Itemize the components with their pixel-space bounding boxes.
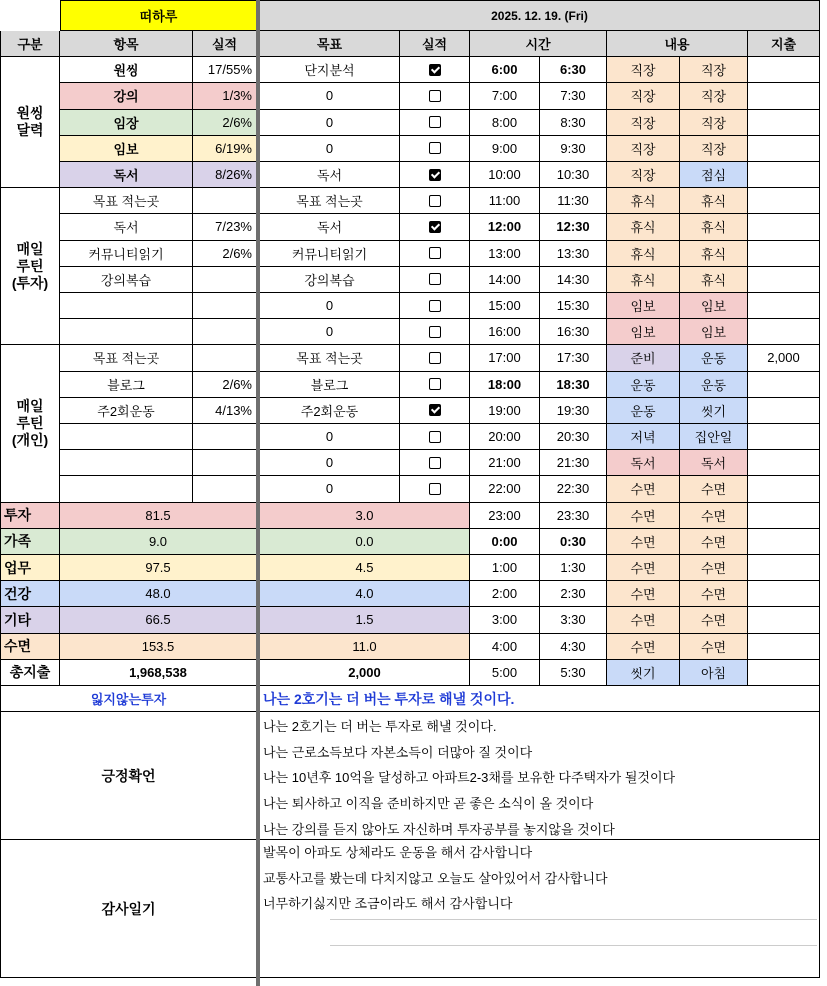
expense-cell[interactable]	[748, 398, 820, 424]
time-start-cell[interactable]: 15:00	[470, 293, 540, 319]
item-cell[interactable]	[60, 424, 193, 450]
time-start-cell[interactable]: 9:00	[470, 136, 540, 162]
summary-today-value[interactable]: 0.0	[260, 529, 470, 555]
content-cell-2[interactable]: 수면	[680, 581, 748, 607]
summary-label[interactable]: 업무	[0, 555, 60, 581]
check-cell[interactable]	[400, 136, 470, 162]
time-start-cell[interactable]: 18:00	[470, 372, 540, 398]
time-end-cell[interactable]: 21:30	[540, 450, 607, 476]
time-start-cell[interactable]: 16:00	[470, 319, 540, 345]
time-end-cell[interactable]: 1:30	[540, 555, 607, 581]
column-header-expense[interactable]: 지출	[748, 31, 820, 57]
expense-cell[interactable]: 2,000	[748, 345, 820, 371]
check-cell[interactable]	[400, 188, 470, 214]
check-cell[interactable]	[400, 345, 470, 371]
expense-cell[interactable]	[748, 293, 820, 319]
time-start-cell[interactable]: 20:00	[470, 424, 540, 450]
column-header-content[interactable]: 내용	[607, 31, 748, 57]
time-end-cell[interactable]: 10:30	[540, 162, 607, 188]
item-result-cell[interactable]	[193, 450, 257, 476]
expense-cell[interactable]	[748, 267, 820, 293]
content-cell-1[interactable]: 휴식	[607, 188, 680, 214]
goal-cell[interactable]: 독서	[260, 214, 400, 240]
content-cell-1[interactable]: 휴식	[607, 214, 680, 240]
time-start-cell[interactable]: 5:00	[470, 660, 540, 686]
content-cell-2[interactable]: 수면	[680, 607, 748, 633]
time-end-cell[interactable]: 0:30	[540, 529, 607, 555]
goal-cell[interactable]: 강의복습	[260, 267, 400, 293]
time-start-cell[interactable]: 19:00	[470, 398, 540, 424]
checkbox-unchecked[interactable]	[429, 195, 441, 207]
checkbox-unchecked[interactable]	[429, 326, 441, 338]
expense-cell[interactable]	[748, 83, 820, 109]
affirmation-line[interactable]: 나는 2호기는 더 버는 투자로 해낼 것이다.	[263, 719, 497, 735]
time-end-cell[interactable]: 5:30	[540, 660, 607, 686]
checkbox-checked[interactable]	[429, 169, 441, 181]
time-end-cell[interactable]: 23:30	[540, 503, 607, 529]
summary-total-value[interactable]: 1,968,538	[60, 660, 257, 686]
content-cell-1[interactable]: 운동	[607, 398, 680, 424]
content-cell-1[interactable]: 운동	[607, 372, 680, 398]
content-cell-2[interactable]: 점심	[680, 162, 748, 188]
time-start-cell[interactable]: 8:00	[470, 110, 540, 136]
time-start-cell[interactable]: 0:00	[470, 529, 540, 555]
check-cell[interactable]	[400, 162, 470, 188]
time-end-cell[interactable]: 15:30	[540, 293, 607, 319]
check-cell[interactable]	[400, 293, 470, 319]
content-cell-1[interactable]: 준비	[607, 345, 680, 371]
goal-cell[interactable]: 커뮤니티읽기	[260, 241, 400, 267]
affirmation-line[interactable]: 나는 10년후 10억을 달성하고 아파트2-3채를 보유한 다주택자가 될것이다	[263, 770, 676, 786]
item-cell[interactable]: 블로그	[60, 372, 193, 398]
content-cell-2[interactable]: 직장	[680, 83, 748, 109]
checkbox-unchecked[interactable]	[429, 90, 441, 102]
expense-cell[interactable]	[748, 110, 820, 136]
gratitude-label[interactable]: 감사일기	[0, 840, 257, 978]
item-cell[interactable]: 임장	[60, 110, 193, 136]
gratitude-line[interactable]: 교통사고를 봤는데 다치지않고 오늘도 살아있어서 감사합니다	[263, 870, 608, 886]
time-start-cell[interactable]: 12:00	[470, 214, 540, 240]
content-cell-1[interactable]: 임보	[607, 319, 680, 345]
summary-label[interactable]: 가족	[0, 529, 60, 555]
item-cell[interactable]: 목표 적는곳	[60, 188, 193, 214]
content-cell-2[interactable]: 직장	[680, 110, 748, 136]
summary-label[interactable]: 건강	[0, 581, 60, 607]
expense-cell[interactable]	[748, 634, 820, 660]
time-start-cell[interactable]: 6:00	[470, 57, 540, 83]
checkbox-unchecked[interactable]	[429, 300, 441, 312]
check-cell[interactable]	[400, 450, 470, 476]
item-cell[interactable]	[60, 293, 193, 319]
goal-cell[interactable]: 독서	[260, 162, 400, 188]
check-cell[interactable]	[400, 424, 470, 450]
time-end-cell[interactable]: 8:30	[540, 110, 607, 136]
check-cell[interactable]	[400, 241, 470, 267]
time-end-cell[interactable]: 9:30	[540, 136, 607, 162]
content-cell-2[interactable]: 휴식	[680, 214, 748, 240]
content-cell-1[interactable]: 휴식	[607, 241, 680, 267]
item-cell[interactable]	[60, 476, 193, 502]
content-cell-2[interactable]: 수면	[680, 555, 748, 581]
summary-today-value[interactable]: 1.5	[260, 607, 470, 633]
gratitude-line[interactable]: 발목이 아파도 상체라도 운동을 해서 감사합니다	[263, 845, 533, 861]
item-cell[interactable]: 강의복습	[60, 267, 193, 293]
summary-label[interactable]: 기타	[0, 607, 60, 633]
goal-cell[interactable]: 0	[260, 110, 400, 136]
content-cell-2[interactable]: 씻기	[680, 398, 748, 424]
column-header-result[interactable]: 실적	[193, 31, 257, 57]
check-cell[interactable]	[400, 57, 470, 83]
expense-cell[interactable]	[748, 162, 820, 188]
expense-cell[interactable]	[748, 607, 820, 633]
column-divider	[256, 0, 260, 986]
goal-cell[interactable]: 목표 적는곳	[260, 345, 400, 371]
goal-cell[interactable]: 0	[260, 424, 400, 450]
item-cell[interactable]: 독서	[60, 214, 193, 240]
time-end-cell[interactable]: 14:30	[540, 267, 607, 293]
summary-total-value[interactable]: 153.5	[60, 634, 257, 660]
time-end-cell[interactable]: 7:30	[540, 83, 607, 109]
time-end-cell[interactable]: 19:30	[540, 398, 607, 424]
check-cell[interactable]	[400, 398, 470, 424]
item-result-cell[interactable]: 2/6%	[193, 372, 257, 398]
item-cell[interactable]: 임보	[60, 136, 193, 162]
item-result-cell[interactable]	[193, 345, 257, 371]
content-cell-2[interactable]: 휴식	[680, 241, 748, 267]
time-start-cell[interactable]: 7:00	[470, 83, 540, 109]
time-start-cell[interactable]: 22:00	[470, 476, 540, 502]
summary-today-value[interactable]: 4.0	[260, 581, 470, 607]
checkbox-unchecked[interactable]	[429, 378, 441, 390]
goal-cell[interactable]: 목표 적는곳	[260, 188, 400, 214]
gratitude-box	[260, 840, 820, 978]
checkbox-unchecked[interactable]	[429, 116, 441, 128]
content-cell-1[interactable]: 독서	[607, 450, 680, 476]
time-end-cell[interactable]: 18:30	[540, 372, 607, 398]
time-start-cell[interactable]: 17:00	[470, 345, 540, 371]
check-cell[interactable]	[400, 372, 470, 398]
time-start-cell[interactable]: 4:00	[470, 634, 540, 660]
time-end-cell[interactable]: 17:30	[540, 345, 607, 371]
content-cell-2[interactable]: 수면	[680, 476, 748, 502]
content-cell-2[interactable]: 휴식	[680, 267, 748, 293]
time-end-cell[interactable]: 22:30	[540, 476, 607, 502]
content-cell-1[interactable]: 수면	[607, 476, 680, 502]
column-header-item[interactable]: 항목	[60, 31, 193, 57]
expense-cell[interactable]	[748, 555, 820, 581]
affirmation-box	[260, 712, 820, 840]
content-cell-2[interactable]: 임보	[680, 293, 748, 319]
column-header-time[interactable]: 시간	[470, 31, 607, 57]
goal-cell[interactable]: 0	[260, 83, 400, 109]
checkbox-unchecked[interactable]	[429, 457, 441, 469]
check-cell[interactable]	[400, 319, 470, 345]
time-end-cell[interactable]: 16:30	[540, 319, 607, 345]
time-start-cell[interactable]: 11:00	[470, 188, 540, 214]
item-cell[interactable]	[60, 450, 193, 476]
goal-cell[interactable]: 0	[260, 476, 400, 502]
item-cell[interactable]	[60, 319, 193, 345]
expense-cell[interactable]	[748, 136, 820, 162]
content-cell-2[interactable]: 아침	[680, 660, 748, 686]
time-start-cell[interactable]: 2:00	[470, 581, 540, 607]
content-cell-1[interactable]: 수면	[607, 529, 680, 555]
item-result-cell[interactable]	[193, 476, 257, 502]
content-cell-2[interactable]: 수면	[680, 503, 748, 529]
content-cell-1[interactable]: 수면	[607, 634, 680, 660]
item-result-cell[interactable]	[193, 293, 257, 319]
check-cell[interactable]	[400, 214, 470, 240]
gratitude-empty-line	[330, 919, 817, 920]
column-header-check[interactable]: 실적	[400, 31, 470, 57]
sheet-title[interactable]: 떠하루	[60, 0, 257, 31]
content-cell-1[interactable]: 씻기	[607, 660, 680, 686]
group-label-g3[interactable]: 매일 루틴 (개인)	[0, 345, 60, 502]
time-start-cell[interactable]: 1:00	[470, 555, 540, 581]
checkbox-checked[interactable]	[429, 64, 441, 76]
item-cell[interactable]: 원씽	[60, 57, 193, 83]
motto-right[interactable]: 나는 2호기는 더 버는 투자로 해낼 것이다.	[260, 686, 820, 712]
expense-cell[interactable]	[748, 424, 820, 450]
column-header-category[interactable]: 구분	[0, 31, 60, 57]
content-cell-1[interactable]: 수면	[607, 503, 680, 529]
group-label-g1[interactable]: 원씽 달력	[0, 57, 60, 188]
time-start-cell[interactable]: 14:00	[470, 267, 540, 293]
checkbox-checked[interactable]	[429, 404, 441, 416]
checkbox-unchecked[interactable]	[429, 247, 441, 259]
goal-cell[interactable]: 0	[260, 136, 400, 162]
expense-cell[interactable]	[748, 214, 820, 240]
goal-cell[interactable]: 0	[260, 450, 400, 476]
expense-cell[interactable]	[748, 372, 820, 398]
expense-cell[interactable]	[748, 241, 820, 267]
summary-total-value[interactable]: 66.5	[60, 607, 257, 633]
time-end-cell[interactable]: 13:30	[540, 241, 607, 267]
checkbox-checked[interactable]	[429, 221, 441, 233]
summary-total-value[interactable]: 97.5	[60, 555, 257, 581]
check-cell[interactable]	[400, 476, 470, 502]
item-result-cell[interactable]	[193, 319, 257, 345]
expense-cell[interactable]	[748, 188, 820, 214]
content-cell-1[interactable]: 직장	[607, 136, 680, 162]
item-cell[interactable]: 주2회운동	[60, 398, 193, 424]
item-cell[interactable]: 목표 적는곳	[60, 345, 193, 371]
content-cell-2[interactable]: 집안일	[680, 424, 748, 450]
goal-cell[interactable]: 0	[260, 293, 400, 319]
item-result-cell[interactable]: 4/13%	[193, 398, 257, 424]
check-cell[interactable]	[400, 267, 470, 293]
item-result-cell[interactable]: 1/3%	[193, 83, 257, 109]
content-cell-2[interactable]: 수면	[680, 634, 748, 660]
time-end-cell[interactable]: 11:30	[540, 188, 607, 214]
item-result-cell[interactable]: 6/19%	[193, 136, 257, 162]
checkbox-unchecked[interactable]	[429, 142, 441, 154]
time-end-cell[interactable]: 6:30	[540, 57, 607, 83]
content-cell-1[interactable]: 직장	[607, 83, 680, 109]
summary-label[interactable]: 투자	[0, 503, 60, 529]
content-cell-1[interactable]: 직장	[607, 57, 680, 83]
expense-cell[interactable]	[748, 476, 820, 502]
expense-cell[interactable]	[748, 319, 820, 345]
time-end-cell[interactable]: 4:30	[540, 634, 607, 660]
checkbox-unchecked[interactable]	[429, 431, 441, 443]
content-cell-2[interactable]: 직장	[680, 136, 748, 162]
content-cell-1[interactable]: 수면	[607, 581, 680, 607]
affirmation-line[interactable]: 나는 근로소득보다 자본소득이 더많아 질 것이다	[263, 744, 533, 760]
content-cell-2[interactable]: 운동	[680, 372, 748, 398]
time-start-cell[interactable]: 3:00	[470, 607, 540, 633]
goal-cell[interactable]: 주2회운동	[260, 398, 400, 424]
expense-cell[interactable]	[748, 581, 820, 607]
gratitude-line[interactable]: 너무하기싫지만 조금이라도 해서 감사합니다	[263, 896, 513, 912]
item-result-cell[interactable]	[193, 424, 257, 450]
item-cell[interactable]: 강의	[60, 83, 193, 109]
goal-cell[interactable]: 단지분석	[260, 57, 400, 83]
summary-total-value[interactable]: 81.5	[60, 503, 257, 529]
expense-cell[interactable]	[748, 529, 820, 555]
content-cell-1[interactable]: 직장	[607, 110, 680, 136]
summary-total-value[interactable]: 48.0	[60, 581, 257, 607]
item-result-cell[interactable]: 8/26%	[193, 162, 257, 188]
content-cell-1[interactable]: 수면	[607, 555, 680, 581]
group-label-g2[interactable]: 매일 루틴 (투자)	[0, 188, 60, 345]
time-start-cell[interactable]: 23:00	[470, 503, 540, 529]
time-end-cell[interactable]: 2:30	[540, 581, 607, 607]
column-header-goal[interactable]: 목표	[260, 31, 400, 57]
summary-today-value[interactable]: 3.0	[260, 503, 470, 529]
date-header[interactable]: 2025. 12. 19. (Fri)	[260, 0, 820, 31]
expense-cell[interactable]	[748, 57, 820, 83]
item-result-cell[interactable]: 17/55%	[193, 57, 257, 83]
content-cell-2[interactable]: 휴식	[680, 188, 748, 214]
goal-cell[interactable]: 0	[260, 319, 400, 345]
item-result-cell[interactable]: 7/23%	[193, 214, 257, 240]
item-cell[interactable]: 커뮤니티읽기	[60, 241, 193, 267]
check-cell[interactable]	[400, 83, 470, 109]
time-start-cell[interactable]: 10:00	[470, 162, 540, 188]
item-cell[interactable]: 독서	[60, 162, 193, 188]
item-result-cell[interactable]	[193, 267, 257, 293]
summary-today-value[interactable]: 2,000	[260, 660, 470, 686]
motto-left[interactable]: 잃지않는투자	[0, 686, 257, 712]
checkbox-unchecked[interactable]	[429, 273, 441, 285]
summary-label[interactable]: 수면	[0, 634, 60, 660]
expense-cell[interactable]	[748, 660, 820, 686]
expense-cell[interactable]	[748, 450, 820, 476]
affirmation-line[interactable]: 나는 퇴사하고 이직을 준비하지만 곧 좋은 소식이 올 것이다	[263, 795, 594, 811]
summary-label[interactable]: 총지출	[0, 660, 60, 686]
content-cell-2[interactable]: 수면	[680, 529, 748, 555]
content-cell-2[interactable]: 독서	[680, 450, 748, 476]
item-result-cell[interactable]: 2/6%	[193, 110, 257, 136]
content-cell-1[interactable]: 직장	[607, 162, 680, 188]
summary-total-value[interactable]: 9.0	[60, 529, 257, 555]
content-cell-1[interactable]: 휴식	[607, 267, 680, 293]
content-cell-1[interactable]: 저녁	[607, 424, 680, 450]
item-result-cell[interactable]	[193, 188, 257, 214]
time-start-cell[interactable]: 13:00	[470, 241, 540, 267]
content-cell-2[interactable]: 임보	[680, 319, 748, 345]
checkbox-unchecked[interactable]	[429, 352, 441, 364]
time-start-cell[interactable]: 21:00	[470, 450, 540, 476]
content-cell-2[interactable]: 직장	[680, 57, 748, 83]
expense-cell[interactable]	[748, 503, 820, 529]
goal-cell[interactable]: 블로그	[260, 372, 400, 398]
content-cell-1[interactable]: 임보	[607, 293, 680, 319]
summary-today-value[interactable]: 4.5	[260, 555, 470, 581]
check-cell[interactable]	[400, 110, 470, 136]
item-result-cell[interactable]: 2/6%	[193, 241, 257, 267]
affirmation-label[interactable]: 긍정확언	[0, 712, 257, 840]
content-cell-1[interactable]: 수면	[607, 607, 680, 633]
time-end-cell[interactable]: 3:30	[540, 607, 607, 633]
summary-today-value[interactable]: 11.0	[260, 634, 470, 660]
affirmation-line[interactable]: 나는 강의를 듣지 않아도 자신하며 투자공부를 놓지않을 것이다	[263, 821, 615, 837]
checkbox-unchecked[interactable]	[429, 483, 441, 495]
time-end-cell[interactable]: 12:30	[540, 214, 607, 240]
content-cell-2[interactable]: 운동	[680, 345, 748, 371]
gratitude-empty-line	[330, 945, 817, 946]
time-end-cell[interactable]: 20:30	[540, 424, 607, 450]
